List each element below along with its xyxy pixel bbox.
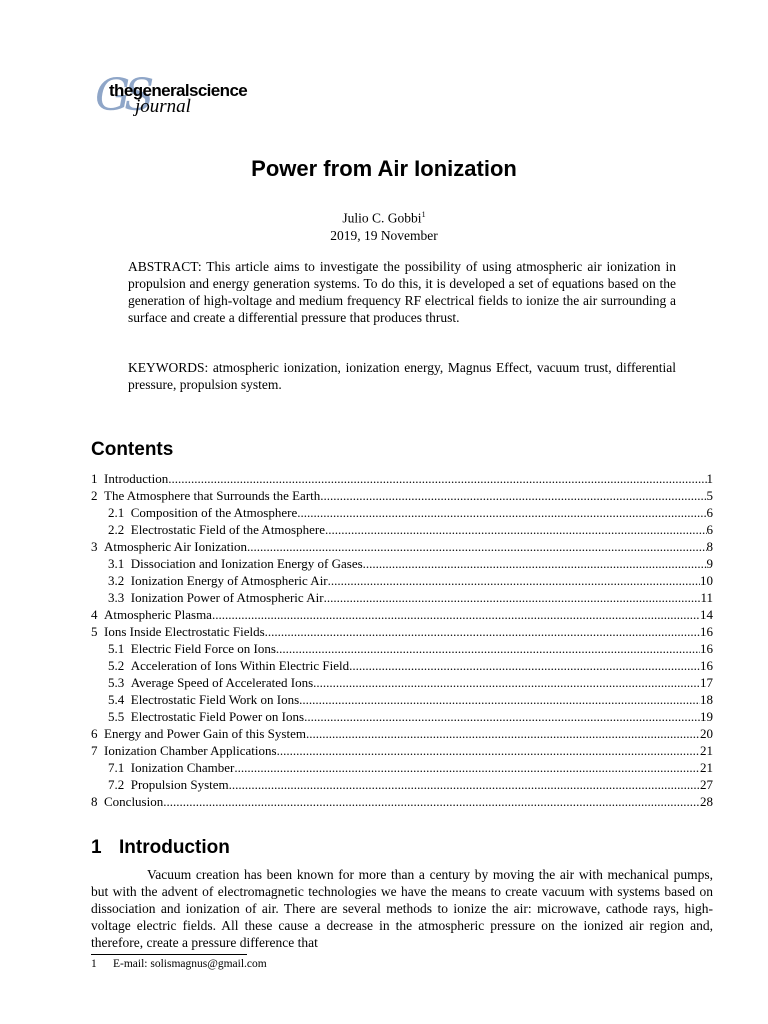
contents-heading: Contents bbox=[91, 439, 174, 460]
toc-dot-leader bbox=[349, 657, 700, 674]
toc-entry-title: Acceleration of Ions Within Electric Field bbox=[130, 658, 350, 673]
toc-entry-page: 19 bbox=[700, 709, 713, 724]
logo-line-2: journal bbox=[135, 96, 191, 117]
toc-entry-number: 3 bbox=[91, 539, 98, 554]
toc-dot-leader bbox=[313, 674, 700, 691]
toc-dot-leader bbox=[247, 538, 707, 555]
toc-entry[interactable] bbox=[91, 691, 713, 708]
toc-dot-leader bbox=[324, 589, 701, 606]
toc-entry-title: Composition of the Atmosphere bbox=[130, 505, 298, 520]
toc-entry-label bbox=[108, 640, 276, 657]
toc-entry-title: The Atmosphere that Surrounds the Earth bbox=[104, 488, 321, 503]
section-title: Introduction bbox=[119, 837, 230, 858]
paper-title: Power from Air Ionization bbox=[251, 156, 517, 181]
toc-entry-page: 27 bbox=[700, 777, 713, 792]
toc-entry-number: 5.5 bbox=[108, 709, 125, 724]
toc-dot-leader bbox=[163, 793, 700, 810]
footnote-text: E-mail: solismagnus@gmail.com bbox=[113, 958, 267, 970]
toc-entry-label bbox=[91, 470, 168, 487]
toc-entry-page: 11 bbox=[700, 590, 713, 605]
toc-entry-number: 6 bbox=[91, 726, 98, 741]
toc-entry-page: 16 bbox=[700, 641, 713, 656]
toc-entry-page: 17 bbox=[700, 675, 713, 690]
toc-entry-page: 6 bbox=[706, 522, 713, 537]
toc-dot-leader bbox=[265, 623, 700, 640]
toc-entry[interactable] bbox=[91, 759, 713, 776]
toc-entry-number: 8 bbox=[91, 794, 98, 809]
toc-entry[interactable] bbox=[91, 708, 713, 725]
toc-entry-title: Introduction bbox=[104, 471, 169, 486]
toc-dot-leader bbox=[363, 555, 707, 572]
footnote-rule bbox=[91, 954, 247, 955]
toc-entry-page: 14 bbox=[700, 607, 713, 622]
abstract: ABSTRACT: This article aims to investigate the possibility of using atmospheric air ionization in propulsion and energy generation systems. To do this, it is developed a set of equations based on the generation of high-voltage and medium frequency RF electrical fields to ionize the air surrounding a surface and create a differential pressure that produces thrust. bbox=[128, 259, 676, 325]
publication-date: 2019, 19 November bbox=[330, 227, 438, 243]
toc-entry-page: 21 bbox=[700, 743, 713, 758]
toc-dot-leader bbox=[276, 640, 700, 657]
toc-entry-title: Atmospheric Air Ionization bbox=[104, 539, 247, 554]
toc-entry-number: 4 bbox=[91, 607, 98, 622]
toc-dot-leader bbox=[297, 504, 706, 521]
toc-entry-number: 2.2 bbox=[108, 522, 125, 537]
toc-entry-page: 20 bbox=[700, 726, 713, 741]
toc-entry-label bbox=[108, 691, 299, 708]
toc-dot-leader bbox=[325, 521, 707, 538]
toc-entry-label bbox=[108, 708, 304, 725]
toc-entry-label bbox=[108, 504, 297, 521]
toc-dot-leader bbox=[277, 742, 700, 759]
toc-entry[interactable] bbox=[91, 776, 713, 793]
toc-entry[interactable] bbox=[91, 674, 713, 691]
toc-entry-title: Ions Inside Electrostatic Fields bbox=[104, 624, 265, 639]
footnote bbox=[91, 958, 267, 970]
toc-entry-page: 9 bbox=[706, 556, 713, 571]
toc-entry-number: 5 bbox=[91, 624, 98, 639]
toc-entry-label bbox=[108, 674, 313, 691]
toc-entry-number: 5.1 bbox=[108, 641, 125, 656]
toc-entry-number: 2.1 bbox=[108, 505, 125, 520]
toc-dot-leader bbox=[212, 606, 700, 623]
toc-entry[interactable] bbox=[91, 793, 713, 810]
toc-entry-page: 1 bbox=[706, 471, 713, 486]
toc-entry[interactable] bbox=[91, 657, 713, 674]
author-footnote-mark: 1 bbox=[421, 210, 426, 219]
toc-entry[interactable] bbox=[91, 521, 713, 538]
toc-entry-page: 16 bbox=[700, 658, 713, 673]
toc-entry-title: Ionization Chamber Applications bbox=[104, 743, 277, 758]
journal-logo bbox=[95, 72, 295, 122]
toc-entry-title: Average Speed of Accelerated Ions bbox=[130, 675, 314, 690]
toc-entry-number: 7.1 bbox=[108, 760, 125, 775]
toc-entry[interactable] bbox=[91, 487, 713, 504]
toc-entry-title: Conclusion bbox=[104, 794, 164, 809]
logo-line-1: thegeneralscience bbox=[109, 81, 248, 100]
keywords: KEYWORDS: atmospheric ionization, ionization energy, Magnus Effect, vacuum trust, differential pressure, propulsion system. bbox=[128, 360, 676, 392]
toc-entry-title: Propulsion System bbox=[130, 777, 229, 792]
toc-entry-label bbox=[108, 657, 349, 674]
toc-dot-leader bbox=[304, 708, 700, 725]
toc-entry[interactable] bbox=[91, 640, 713, 657]
toc-entry-number: 3.1 bbox=[108, 556, 125, 571]
toc-entry-title: Ionization Chamber bbox=[130, 760, 235, 775]
toc-entry-page: 28 bbox=[700, 794, 713, 809]
toc-entry-title: Ionization Power of Atmospheric Air bbox=[130, 590, 324, 605]
toc-entry-number: 7 bbox=[91, 743, 98, 758]
toc-entry-title: Energy and Power Gain of this System bbox=[104, 726, 306, 741]
toc-entry-label bbox=[91, 538, 247, 555]
toc-entry-title: Electrostatic Field of the Atmosphere bbox=[130, 522, 325, 537]
toc-entry[interactable] bbox=[91, 538, 713, 555]
toc-entry-label bbox=[91, 606, 212, 623]
toc-entry[interactable] bbox=[91, 623, 713, 640]
toc-entry-title: Ionization Energy of Atmospheric Air bbox=[130, 573, 328, 588]
toc-dot-leader bbox=[299, 691, 700, 708]
toc-entry-page: 6 bbox=[706, 505, 713, 520]
toc-entry[interactable] bbox=[91, 470, 713, 487]
toc-entry-page: 16 bbox=[700, 624, 713, 639]
toc-entry[interactable] bbox=[91, 589, 713, 606]
toc-entry-number: 1 bbox=[91, 471, 98, 486]
toc-entry-title: Electric Field Force on Ions bbox=[130, 641, 276, 656]
logo-mark: GS bbox=[95, 70, 149, 121]
toc-entry-page: 18 bbox=[700, 692, 713, 707]
toc-entry[interactable] bbox=[91, 606, 713, 623]
toc-entry-label bbox=[91, 725, 306, 742]
toc-entry-label bbox=[91, 623, 265, 640]
toc-entry-number: 5.3 bbox=[108, 675, 125, 690]
toc-entry-number: 5.4 bbox=[108, 692, 125, 707]
toc-entry-label bbox=[108, 572, 328, 589]
toc-entry-number: 5.2 bbox=[108, 658, 125, 673]
toc-entry-label bbox=[108, 555, 363, 572]
toc-entry-page: 8 bbox=[706, 539, 713, 554]
toc-entry-title: Dissociation and Ionization Energy of Gases bbox=[130, 556, 363, 571]
table-of-contents bbox=[91, 470, 713, 810]
toc-entry[interactable] bbox=[91, 572, 713, 589]
footnote-number: 1 bbox=[91, 958, 97, 970]
toc-dot-leader bbox=[168, 470, 706, 487]
toc-entry-label bbox=[108, 589, 324, 606]
toc-entry-page: 5 bbox=[706, 488, 713, 503]
toc-entry-title: Electrostatic Field Work on Ions bbox=[130, 692, 300, 707]
author-name: Julio C. Gobbi bbox=[342, 210, 422, 226]
toc-entry-label bbox=[91, 742, 277, 759]
toc-entry-number: 3.2 bbox=[108, 573, 125, 588]
toc-entry-label bbox=[91, 487, 320, 504]
toc-entry-number: 3.3 bbox=[108, 590, 125, 605]
toc-entry-label bbox=[108, 759, 234, 776]
toc-entry-page: 10 bbox=[700, 573, 713, 588]
toc-dot-leader bbox=[229, 776, 700, 793]
toc-entry-number: 2 bbox=[91, 488, 98, 503]
section-heading bbox=[91, 837, 230, 859]
toc-dot-leader bbox=[234, 759, 700, 776]
toc-entry-title: Electrostatic Field Power on Ions bbox=[130, 709, 305, 724]
toc-dot-leader bbox=[328, 572, 700, 589]
toc-dot-leader bbox=[320, 487, 706, 504]
introduction-paragraph: Vacuum creation has been known for more than a century by moving the air with mechanical pumps, but with the advent of electromagnetic technologies we have the means to create vacuum with systems based on dissociation and ionization of air. There are several methods to ionize the air: microwave, cathode rays, high-voltage electric fields. All these cause a decrease in the atmospheric pressure on the ionized air region and, therefore, create a pressure difference that bbox=[91, 867, 713, 950]
toc-entry[interactable] bbox=[91, 504, 713, 521]
toc-entry-label bbox=[108, 776, 229, 793]
toc-entry[interactable] bbox=[91, 725, 713, 742]
toc-entry-number: 7.2 bbox=[108, 777, 125, 792]
toc-entry-label bbox=[108, 521, 325, 538]
toc-dot-leader bbox=[306, 725, 700, 742]
section-number: 1 bbox=[91, 837, 102, 858]
toc-entry-label bbox=[91, 793, 163, 810]
toc-entry-page: 21 bbox=[700, 760, 713, 775]
toc-entry[interactable] bbox=[91, 742, 713, 759]
toc-entry[interactable] bbox=[91, 555, 713, 572]
toc-entry-title: Atmospheric Plasma bbox=[104, 607, 212, 622]
author-block bbox=[0, 206, 768, 244]
